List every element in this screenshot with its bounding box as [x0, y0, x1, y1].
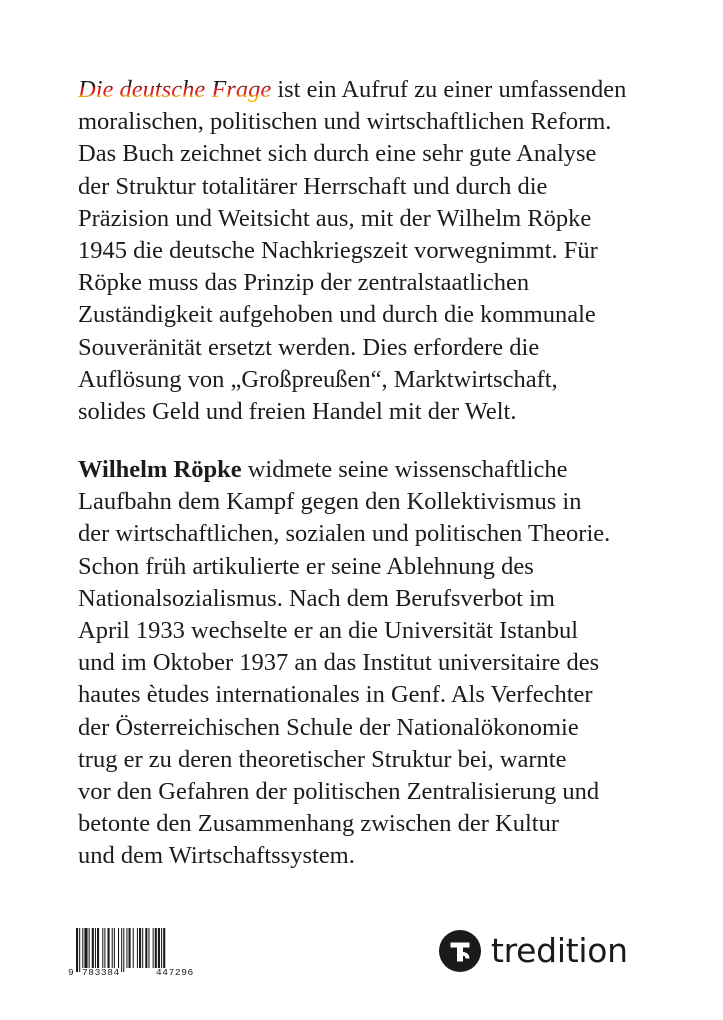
- text-line: Zuständigkeit aufgehoben und durch die kommunale: [78, 301, 596, 329]
- text-line: [78, 454, 698, 486]
- isbn-barcode: [68, 928, 228, 976]
- barcode-bar: [89, 928, 90, 968]
- text-line: und im Oktober 1937 an das Institut universitaire des: [78, 649, 600, 677]
- barcode-bar: [108, 928, 110, 968]
- barcode-bar: [118, 928, 119, 968]
- publisher-logo: [439, 930, 628, 972]
- book-description-paragraph: [78, 74, 698, 428]
- barcode-bar: [158, 928, 160, 968]
- text-line: vor den Gefahren der politischen Zentralisierung und: [78, 778, 600, 806]
- book-title-phrase: Die deutsche Frage: [78, 76, 272, 103]
- barcode-bar: [95, 928, 96, 968]
- tredition-t-icon: [439, 930, 481, 972]
- text-line: hautes ètudes internationales in Genf. Als Verfechter: [78, 681, 593, 709]
- text-line: Laufbahn dem Kampf gegen den Kollektivismus in: [78, 488, 582, 516]
- barcode-bar: [92, 928, 94, 968]
- text-fragment: widmete seine wissenschaftliche: [241, 456, 568, 483]
- text-line: Auflösung von „Großpreußen“, Marktwirtschaft,: [78, 365, 558, 393]
- text-fragment: ist ein Aufruf zu einer umfassenden: [271, 76, 627, 103]
- barcode-bar: [76, 928, 78, 972]
- barcode-left-digits: 783384: [82, 967, 120, 978]
- text-line: und dem Wirtschaftssystem.: [78, 842, 355, 870]
- barcode-bar: [114, 928, 115, 968]
- barcode-bar: [79, 928, 80, 972]
- barcode-bar: [104, 928, 105, 968]
- barcode-bar: [97, 928, 99, 968]
- author-name: Wilhelm Röpke: [78, 456, 242, 483]
- barcode-bar: [121, 928, 122, 972]
- barcode-bar: [126, 928, 127, 968]
- text-line: Nationalsozialismus. Nach dem Berufsverbot im: [78, 584, 555, 612]
- barcode-bar: [148, 928, 149, 968]
- barcode-bar: [139, 928, 141, 968]
- text-line: moralischen, politischen und wirtschaftlichen Reform.: [78, 108, 612, 136]
- text-line: der wirtschaftlichen, sozialen und politischen Theorie.: [78, 520, 611, 548]
- barcode-bar: [82, 928, 83, 968]
- barcode-bar: [161, 928, 162, 972]
- text-line: der Österreichischen Schule der Nationalökonomie: [78, 713, 579, 741]
- barcode-bar: [137, 928, 138, 968]
- barcode-bar: [155, 928, 157, 968]
- text-line: der Struktur totalitärer Herrschaft und durch die: [78, 172, 548, 200]
- text-line: Das Buch zeichnet sich durch eine sehr gute Analyse: [78, 140, 597, 168]
- text-line: betonte den Zusammenhang zwischen der Kultur: [78, 810, 560, 838]
- text-line: Röpke muss das Prinzip der zentralstaatlichen: [78, 269, 530, 297]
- barcode-bar: [102, 928, 103, 968]
- barcode-bar: [129, 928, 131, 968]
- barcode-bar: [163, 928, 165, 972]
- barcode-right-digits: 447296: [156, 967, 194, 978]
- text-line: trug er zu deren theoretischer Struktur bei, warnte: [78, 745, 567, 773]
- barcode-bar: [153, 928, 154, 968]
- text-line: Präzision und Weitsicht aus, mit der Wilhelm Röpke: [78, 204, 592, 232]
- barcode-bar: [133, 928, 134, 968]
- text-line: April 1933 wechselte er an die Universität Istanbul: [78, 617, 579, 645]
- barcode-bar: [145, 928, 147, 968]
- text-line: Schon früh artikulierte er seine Ablehnung des: [78, 552, 534, 580]
- author-bio-paragraph: [78, 454, 698, 873]
- barcode-bar: [123, 928, 124, 972]
- publisher-name: tredition: [491, 931, 628, 970]
- barcode-bar: [142, 928, 143, 968]
- text-line: Souveränität ersetzt werden. Dies erfordere die: [78, 333, 540, 361]
- barcode-bar: [84, 928, 87, 968]
- text-line: solides Geld und freien Handel mit der Welt.: [78, 398, 517, 426]
- barcode-bar: [112, 928, 113, 968]
- text-line: [78, 74, 698, 106]
- barcode-bars-graphic: [68, 928, 228, 972]
- barcode-lead-digit: 9: [68, 967, 75, 978]
- text-line: 1945 die deutsche Nachkriegszeit vorwegnimmt. Für: [78, 237, 598, 265]
